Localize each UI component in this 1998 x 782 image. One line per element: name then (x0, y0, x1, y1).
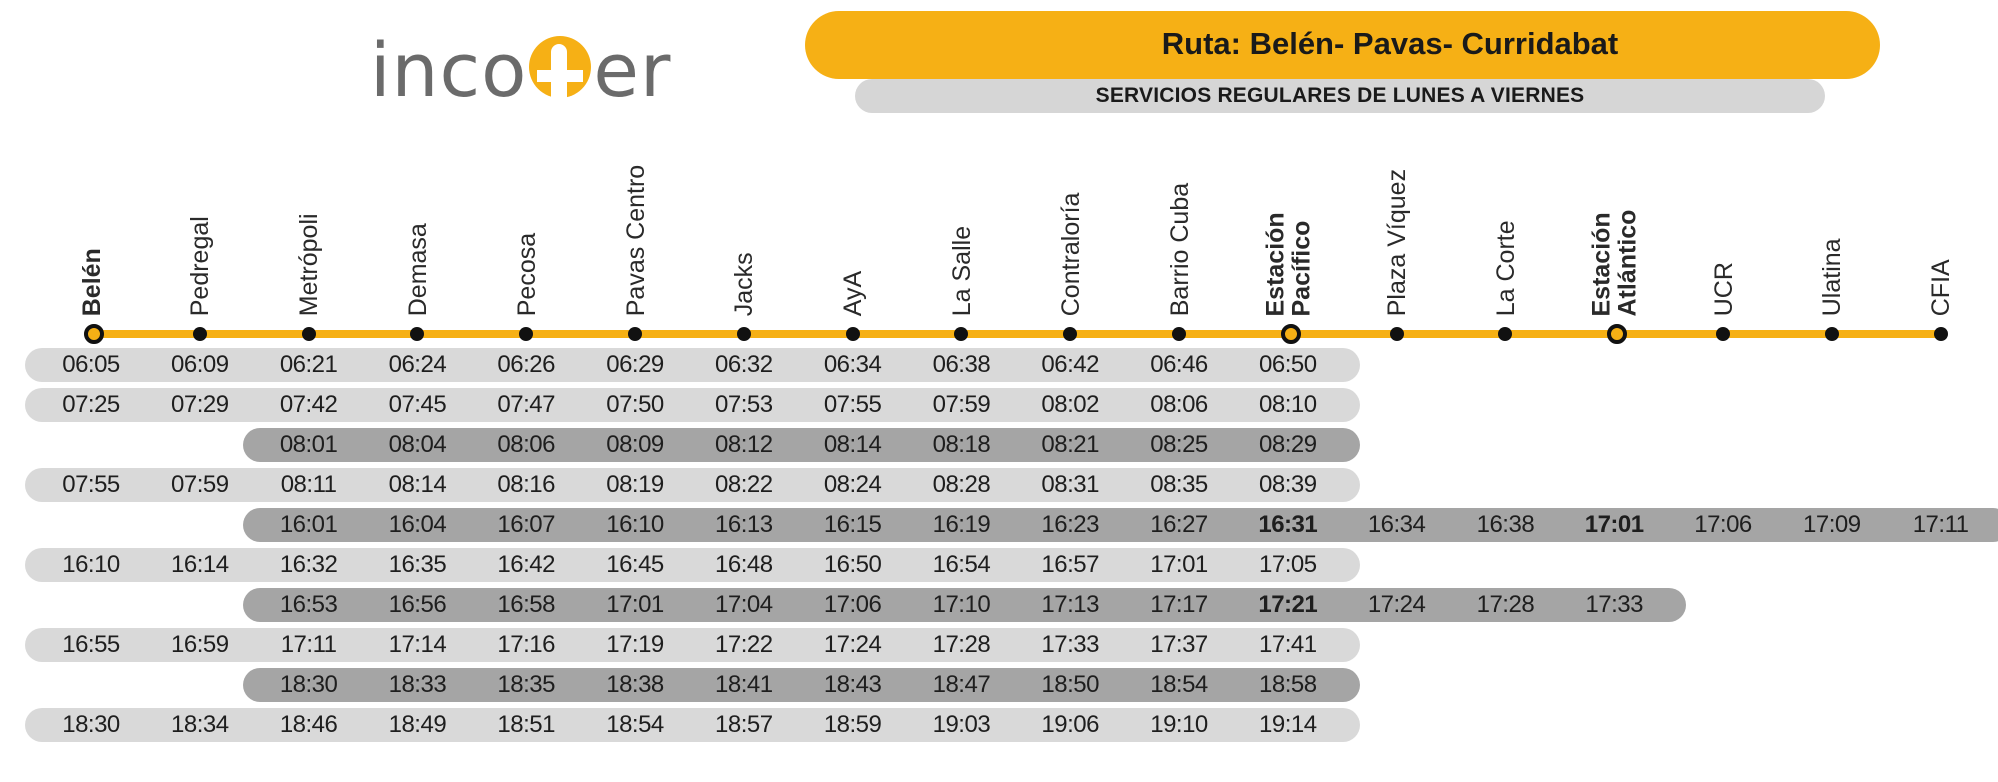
stop-marker (1825, 327, 1839, 341)
time-cell: 07:42 (279, 391, 338, 418)
time-cell: 08:18 (932, 431, 991, 458)
time-cell: 06:46 (1150, 351, 1208, 378)
time-cell: 06:05 (62, 351, 120, 378)
time-cell: 17:33 (1041, 631, 1099, 658)
time-cell: 17:06 (823, 591, 882, 618)
table-row (0, 468, 1998, 502)
time-cell: 08:19 (606, 471, 664, 498)
time-cell: 16:54 (932, 551, 991, 578)
time-cell: 17:09 (1803, 511, 1861, 538)
time-cell: 07:45 (388, 391, 447, 418)
time-cell: 17:05 (1259, 551, 1317, 578)
time-cell: 07:53 (715, 391, 773, 418)
time-cell: 17:13 (1041, 591, 1099, 618)
stop-label: Ulatina (1818, 238, 1847, 316)
time-cell: 16:38 (1476, 511, 1535, 538)
table-row (0, 708, 1998, 742)
time-cell: 16:35 (388, 551, 447, 578)
time-cell: 18:54 (1150, 671, 1208, 698)
time-cell: 08:09 (606, 431, 664, 458)
time-cell: 08:06 (497, 431, 555, 458)
time-cell: 16:53 (279, 591, 338, 618)
time-cell: 08:35 (1150, 471, 1208, 498)
time-cell: 17:17 (1150, 591, 1208, 618)
time-cell: 19:03 (932, 711, 991, 738)
time-cell: 17:16 (497, 631, 555, 658)
time-cell: 16:50 (823, 551, 882, 578)
table-row (0, 588, 1998, 622)
stop-label: Plaza Víquez (1382, 168, 1411, 316)
time-cell: 17:01 (1584, 511, 1644, 538)
time-cell: 06:21 (279, 351, 338, 378)
time-cell: 18:33 (388, 671, 447, 698)
time-cell: 06:26 (497, 351, 555, 378)
time-cell: 08:31 (1041, 471, 1099, 498)
time-cell: 18:41 (715, 671, 773, 698)
time-cell: 18:46 (279, 711, 338, 738)
stop-label: Estación Pacífico (1261, 211, 1316, 316)
route-title: Ruta: Belén- Pavas- Curridabat (1161, 26, 1619, 61)
time-cell: 18:49 (388, 711, 447, 738)
time-cell: 08:25 (1150, 431, 1208, 458)
time-cell: 16:10 (62, 551, 120, 578)
time-cell: 18:58 (1259, 671, 1317, 698)
stop-label: UCR (1709, 261, 1738, 316)
stop-label: Jacks (730, 252, 759, 316)
stop-marker (1063, 327, 1077, 341)
station-marker (1281, 324, 1301, 344)
time-cell: 16:19 (932, 511, 991, 538)
stop-marker (1172, 327, 1186, 341)
time-cell: 07:25 (62, 391, 120, 418)
stop-label: La Corte (1491, 220, 1520, 316)
route-subtitle: SERVICIOS REGULARES DE LUNES A VIERNES (1095, 84, 1585, 107)
time-cell: 06:38 (932, 351, 991, 378)
time-cell: 16:15 (823, 511, 882, 538)
time-cell: 06:42 (1041, 351, 1099, 378)
route-line (84, 330, 1946, 338)
time-cell: 16:58 (497, 591, 555, 618)
stop-label: Metrópoli (294, 213, 323, 316)
time-cell: 06:32 (715, 351, 773, 378)
time-cell: 17:04 (715, 591, 773, 618)
time-cell: 17:22 (715, 631, 773, 658)
time-cell: 17:41 (1259, 631, 1317, 658)
time-cell: 08:11 (280, 471, 337, 498)
table-row (0, 548, 1998, 582)
time-cell: 16:07 (497, 511, 555, 538)
time-cell: 06:29 (606, 351, 664, 378)
time-cell: 17:24 (1367, 591, 1426, 618)
time-cell: 18:57 (715, 711, 773, 738)
time-cell: 08:10 (1259, 391, 1317, 418)
stop-marker (954, 327, 968, 341)
incofer-logo (370, 26, 671, 116)
time-cell: 06:50 (1259, 351, 1317, 378)
time-cell: 18:43 (823, 671, 882, 698)
time-cell: 08:06 (1150, 391, 1208, 418)
stop-marker (846, 327, 860, 341)
time-cell: 08:14 (823, 431, 882, 458)
stop-label: La Salle (947, 225, 976, 316)
time-cell: 17:37 (1150, 631, 1208, 658)
logo-text-left: inco (370, 28, 528, 114)
time-cell: 08:21 (1041, 431, 1099, 458)
time-cell: 17:06 (1694, 511, 1752, 538)
time-cell: 19:10 (1150, 711, 1208, 738)
time-cell: 18:54 (606, 711, 664, 738)
time-cell: 06:34 (823, 351, 882, 378)
table-row (0, 628, 1998, 662)
time-cell: 19:14 (1259, 711, 1317, 738)
time-cell: 17:19 (606, 631, 664, 658)
time-cell: 16:32 (279, 551, 338, 578)
time-cell: 16:34 (1367, 511, 1426, 538)
stop-label: Demasa (403, 222, 432, 316)
stop-label: AyA (838, 270, 867, 316)
stop-label: Estación Atlántico (1587, 209, 1642, 316)
time-cell: 16:10 (606, 511, 664, 538)
table-row (0, 428, 1998, 462)
time-cell: 18:47 (932, 671, 991, 698)
table-row (0, 348, 1998, 382)
time-cell: 16:48 (715, 551, 773, 578)
time-cell: 07:47 (497, 391, 555, 418)
logo-text-right: er (593, 28, 672, 114)
time-cell: 08:01 (279, 431, 338, 458)
time-cell: 16:01 (279, 511, 338, 538)
time-cell: 17:11 (280, 631, 337, 658)
time-cell: 16:31 (1258, 511, 1318, 538)
time-cell: 08:28 (932, 471, 991, 498)
time-cell: 08:22 (715, 471, 773, 498)
time-cell: 08:04 (388, 431, 447, 458)
time-cell: 17:21 (1258, 591, 1318, 618)
stop-marker (410, 327, 424, 341)
time-cell: 16:13 (715, 511, 773, 538)
table-row (0, 508, 1998, 542)
table-row (0, 668, 1998, 702)
stop-marker (737, 327, 751, 341)
time-cell: 18:38 (606, 671, 664, 698)
time-cell: 17:24 (823, 631, 882, 658)
time-cell: 19:06 (1041, 711, 1099, 738)
time-cell: 08:16 (497, 471, 555, 498)
f-icon (529, 36, 591, 108)
time-cell: 18:50 (1041, 671, 1099, 698)
time-cell: 18:30 (62, 711, 120, 738)
time-cell: 16:04 (388, 511, 447, 538)
time-cell: 06:09 (171, 351, 229, 378)
stop-marker (519, 327, 533, 341)
stop-label: CFIA (1926, 259, 1955, 316)
time-cell: 06:24 (388, 351, 447, 378)
time-cell: 16:23 (1041, 511, 1099, 538)
time-cell: 17:01 (606, 591, 664, 618)
time-cell: 17:10 (932, 591, 991, 618)
time-cell: 17:14 (388, 631, 447, 658)
time-cell: 08:24 (823, 471, 882, 498)
stop-label: Pecosa (512, 232, 541, 316)
time-cell: 16:55 (62, 631, 120, 658)
time-cell: 08:14 (388, 471, 447, 498)
time-cell: 07:59 (932, 391, 991, 418)
time-cell: 17:11 (1912, 511, 1969, 538)
time-cell: 17:28 (932, 631, 991, 658)
time-cell: 07:55 (62, 471, 120, 498)
time-cell: 07:29 (171, 391, 229, 418)
time-cell: 18:35 (497, 671, 555, 698)
time-cell: 16:45 (606, 551, 664, 578)
stop-marker (302, 327, 316, 341)
time-cell: 08:29 (1259, 431, 1317, 458)
station-marker (84, 324, 104, 344)
time-cell: 17:33 (1585, 591, 1643, 618)
time-cell: 18:59 (823, 711, 882, 738)
stop-label: Contraloría (1056, 192, 1085, 316)
time-cell: 08:39 (1259, 471, 1317, 498)
stop-marker (1498, 327, 1512, 341)
table-row (0, 388, 1998, 422)
time-cell: 16:57 (1041, 551, 1099, 578)
stop-marker (628, 327, 642, 341)
stop-label: Pedregal (186, 215, 215, 316)
time-cell: 16:14 (171, 551, 229, 578)
time-cell: 18:34 (171, 711, 229, 738)
time-cell: 16:27 (1150, 511, 1208, 538)
stop-marker (1934, 327, 1948, 341)
stop-marker (1716, 327, 1730, 341)
time-cell: 07:59 (171, 471, 229, 498)
time-cell: 17:28 (1476, 591, 1535, 618)
time-cell: 16:59 (171, 631, 229, 658)
time-cell: 16:56 (388, 591, 447, 618)
stop-label: Pavas Centro (621, 164, 650, 316)
time-cell: 17:01 (1150, 551, 1208, 578)
stop-label: Barrio Cuba (1165, 182, 1194, 316)
time-cell: 08:12 (715, 431, 773, 458)
time-cell: 08:02 (1041, 391, 1099, 418)
time-cell: 18:51 (497, 711, 555, 738)
stop-marker (1390, 327, 1404, 341)
time-cell: 07:55 (823, 391, 882, 418)
time-cell: 16:42 (497, 551, 555, 578)
stop-marker (193, 327, 207, 341)
time-cell: 18:30 (279, 671, 338, 698)
stop-label: Belén (77, 247, 106, 316)
time-cell: 07:50 (606, 391, 664, 418)
station-marker (1607, 324, 1627, 344)
